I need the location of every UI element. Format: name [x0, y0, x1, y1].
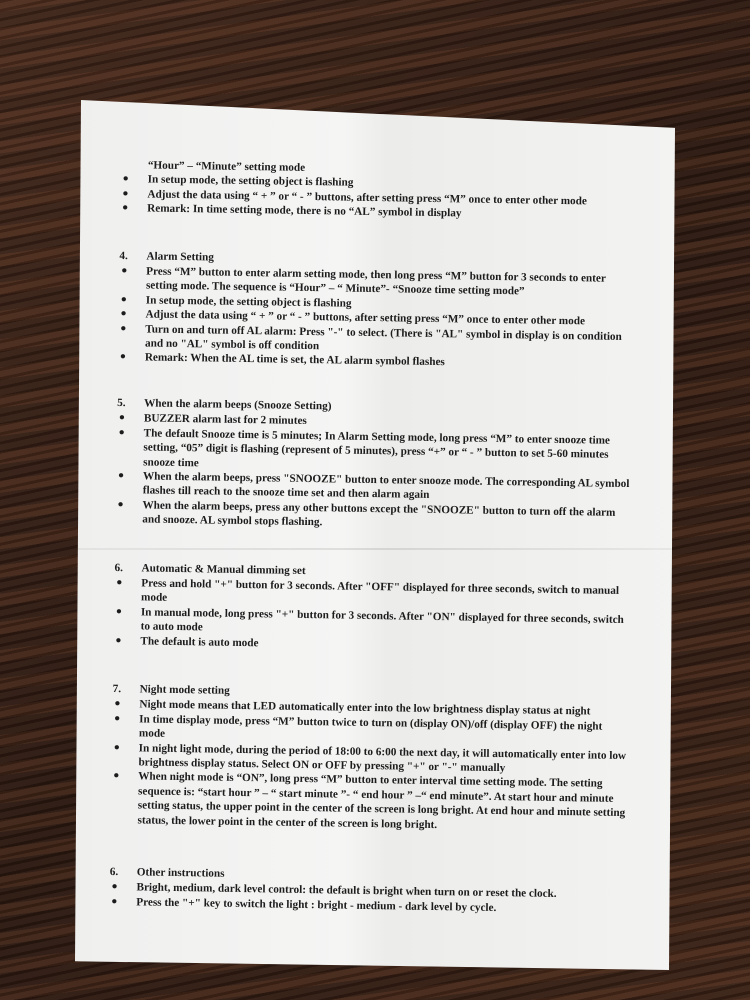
- bullet: ●: [118, 426, 125, 438]
- section-title: Automatic & Manual dimming set: [141, 561, 306, 577]
- bullet: ●: [118, 412, 126, 424]
- list-item: ● BUZZER alarm last for 2 minutes: [118, 412, 307, 428]
- bullet: ●: [120, 293, 127, 305]
- bullet: ●: [122, 187, 129, 199]
- list-item: ● Remark: When the AL time is set, the AL alarm symbol flashes: [119, 351, 445, 369]
- section-title: Other instructions: [136, 866, 225, 880]
- list-item: ● Press the "+" key to switch the light : bright - medium - dark level by cycle.: [111, 895, 497, 914]
- list-item: ● The default is auto mode: [115, 634, 259, 649]
- list-item: ● The default Snooze time is 5 minutes; In Alarm Setting mode, long press “M” to enter snooze time setting, “05” digit is flashing (represent of 5 minutes), press “+” or “ - ” button to set 5-60 minutes snooze time: [118, 426, 611, 469]
- bullet: ●: [115, 605, 123, 617]
- list-item: ● Night mode means that LED automatically enter into the low brightness display status at night: [114, 698, 591, 718]
- list-item: ● In night light mode, during the period of 18:00 to 6:00 the next day, it will automatically enter into low brightness display status. Select ON or OFF by pressing "+" or "-" manually: [113, 741, 627, 775]
- bullet: ●: [120, 308, 127, 320]
- section-hour-minute: [117, 158, 638, 224]
- bullet: ●: [115, 634, 122, 646]
- bullet: ●: [122, 173, 129, 185]
- section-dimming-set: [110, 560, 631, 656]
- list-item: ● Adjust the data using “ + ” or “ - ” buttons, after setting press “M” once to enter other mode: [122, 187, 587, 208]
- list-item: ● In setup mode, the setting object is flashing: [120, 293, 352, 310]
- list-item: ● Turn on and turn off AL alarm: Press "-" to select. (There is "AL" symbol in display is on condition and no "AL" symbol is off condition: [120, 322, 622, 353]
- list-item: ● In setup mode, the setting object is flashing: [122, 173, 354, 190]
- section-title: Night mode setting: [139, 683, 230, 697]
- bullet: ●: [120, 322, 127, 334]
- section-other-instructions: [106, 865, 627, 917]
- bullet: ●: [114, 698, 121, 710]
- list-item: ● When the alarm beeps, press "SNOOZE" button to enter snooze mode. The corresponding AL symbol flashes till reach to the snooze time set and then alarm again: [117, 469, 630, 502]
- section-night-mode: [107, 682, 629, 835]
- bullet: ●: [119, 351, 127, 363]
- list-item: ● In time display mode, press “M” button twice to turn on (display ON)/off (display OFF) the night mode: [114, 712, 603, 740]
- list-item: ● When night mode is “ON”, long press “M” button to enter interval time setting mode. The setting sequence is: “start hour ” – “ start minute ”- “ end hour ” –“ end minute”. At start hour and minute setting status, the upper point in the center of the screen is long bright. At end hour and minute setting status, the lower point in the center of the screen is long bright.: [113, 770, 626, 831]
- bullet: ●: [117, 469, 125, 482]
- list-item: ● Remark: In time setting mode, there is no “AL” symbol in display: [122, 202, 462, 220]
- bullet: ●: [114, 712, 121, 724]
- section-number: 4.: [119, 249, 128, 262]
- section-title: “Hour” – “Minute” setting mode: [147, 159, 306, 174]
- list-item: ● Adjust the data using “ + ” or “ - ” buttons, after setting press “M” once to enter other mode: [120, 308, 586, 328]
- section-number: 7.: [112, 682, 122, 696]
- list-item: ● Bright, medium, dark level control: the default is bright when turn on or reset the clock.: [111, 881, 557, 901]
- instruction-text: [106, 158, 638, 917]
- bullet: ●: [117, 498, 124, 510]
- bullet: ●: [116, 576, 123, 589]
- bullet: ●: [113, 741, 120, 753]
- section-title: Alarm Setting: [146, 250, 214, 264]
- list-item: ● When the alarm beeps, press any other buttons except the "SNOOZE" button to turn off the alarm and snooze. AL symbol stops flashing.: [117, 498, 616, 529]
- list-item: ● Press and hold "+" button for 3 seconds. After "OFF" displayed for three seconds, switch to manual mode: [116, 576, 620, 605]
- list-item: ● Press “M” button to enter alarm setting mode, then long press “M” button for 3 seconds to enter setting mode. The sequence is “Hour” – “ Minute”- “Snooze time setting mode”: [121, 265, 606, 298]
- section-alarm-setting: [115, 249, 637, 373]
- section-number: 6.: [114, 561, 124, 574]
- list-item: ● In manual mode, long press "+" button for 3 seconds. After "ON" displayed for three seconds, switch to auto mode: [115, 605, 624, 634]
- bullet: ●: [111, 895, 118, 907]
- section-title: When the alarm beeps (Snooze Setting): [144, 397, 332, 413]
- section-snooze-setting: [112, 396, 634, 535]
- bullet: ●: [121, 265, 128, 277]
- bullet: ●: [122, 202, 129, 214]
- section-number: 5.: [117, 396, 126, 410]
- section-number: 6.: [109, 865, 119, 879]
- bullet: ●: [113, 770, 120, 782]
- bullet: ●: [111, 881, 118, 893]
